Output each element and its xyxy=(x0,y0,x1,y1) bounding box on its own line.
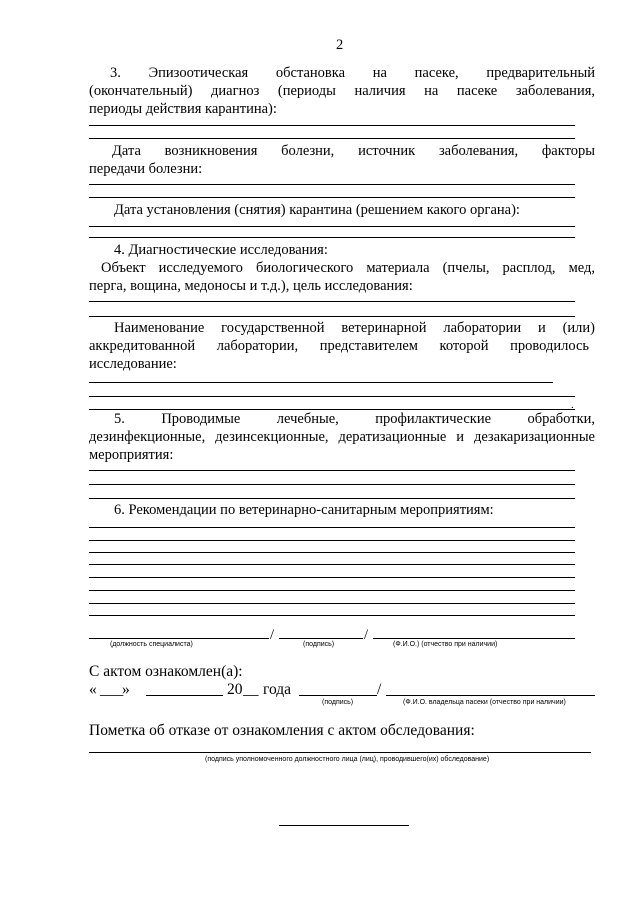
position-caption: (должность специалиста) xyxy=(110,641,193,648)
fill-line xyxy=(89,470,575,471)
trailing-dot: . xyxy=(571,399,574,411)
signature-line xyxy=(279,638,363,639)
fill-line xyxy=(89,301,575,302)
owner-signature-line xyxy=(299,695,377,696)
owner-fio-line xyxy=(386,695,595,696)
disease-date-line-2: передачи болезни: xyxy=(89,161,203,177)
fill-line xyxy=(89,484,575,485)
fill-line xyxy=(89,564,575,565)
fill-line xyxy=(89,577,575,578)
day-close-quote: » xyxy=(122,681,130,698)
refusal-line xyxy=(89,752,591,753)
slash: / xyxy=(364,627,369,643)
section-3-line-2: (окончательный) диагноз (периоды наличия на пасеке заболевания, xyxy=(89,83,595,99)
fill-line xyxy=(89,237,575,238)
disease-date-line-1: Дата возникновения болезни, источник заболевания, факторы xyxy=(112,143,595,159)
refusal-caption: (подпись уполномоченного должностного лица (лиц), проводившего(их) обследование) xyxy=(205,756,490,763)
position-line xyxy=(89,638,269,639)
fill-line xyxy=(89,603,575,604)
year-blank: __ xyxy=(243,681,259,698)
section-5-line-1: 5. Проводимые лечебные, профилактические обработки, xyxy=(114,411,595,427)
owner-fio-caption: (Ф.И.О. владельца пасеки (отчество при наличии) xyxy=(403,699,566,706)
fill-line xyxy=(89,125,575,126)
section-4-heading: 4. Диагностические исследования: xyxy=(114,242,328,258)
fill-line xyxy=(89,138,575,139)
fio-caption: (Ф.И.О.) (отчество при наличии) xyxy=(393,641,498,648)
fill-line xyxy=(89,552,575,553)
sample-object-line-1: Объект исследуемого биологического материала (пчелы, расплод, мед, xyxy=(101,260,595,276)
section-5-line-2: дезинфекционные, дезинсекционные, дератизационные и дезакаризационные xyxy=(89,429,595,445)
fill-line xyxy=(89,197,575,198)
fill-line xyxy=(89,382,553,383)
fill-line xyxy=(89,540,575,541)
day-open-quote: « xyxy=(89,681,97,698)
fill-line xyxy=(89,615,575,616)
lab-line-3: исследование: xyxy=(89,356,177,372)
fill-line xyxy=(89,527,575,528)
page-number: 2 xyxy=(336,37,344,53)
section-3-line-3: периоды действия карантина): xyxy=(89,101,277,117)
slash: / xyxy=(377,681,382,698)
fill-line xyxy=(89,226,575,227)
slash: / xyxy=(270,627,275,643)
fio-line xyxy=(373,638,575,639)
section-5-line-3: мероприятия: xyxy=(89,447,174,463)
quarantine-date-label: Дата установления (снятия) карантина (решением какого органа): xyxy=(114,202,520,218)
year-prefix: 20 xyxy=(227,681,243,698)
lab-line-1: Наименование государственной ветеринарной лаборатории и (или) xyxy=(114,320,595,336)
section-3-line-1: 3. Эпизоотическая обстановка на пасеке, предварительный xyxy=(110,65,595,81)
month-line xyxy=(146,695,223,696)
refusal-title: Пометка об отказе от ознакомления с актом обследования: xyxy=(89,722,475,739)
day-blank: ___ xyxy=(100,681,124,698)
fill-line xyxy=(89,184,575,185)
section-6-heading: 6. Рекомендации по ветеринарно-санитарным мероприятиям: xyxy=(114,502,494,518)
sample-object-line-2: перга, вощина, медоносы и т.д.), цель исследования: xyxy=(89,278,413,294)
acquainted-title: С актом ознакомлен(а): xyxy=(89,663,243,680)
year-word: года xyxy=(263,681,292,698)
fill-line xyxy=(89,396,575,397)
signature-caption: (подпись) xyxy=(303,641,335,648)
fill-line xyxy=(89,590,575,591)
lab-line-2: аккредитованной лаборатории, представителем которой проводилось xyxy=(89,338,589,354)
closing-separator xyxy=(279,825,409,826)
fill-line xyxy=(89,316,575,317)
owner-signature-caption: (подпись) xyxy=(322,699,354,706)
fill-line xyxy=(89,498,575,499)
